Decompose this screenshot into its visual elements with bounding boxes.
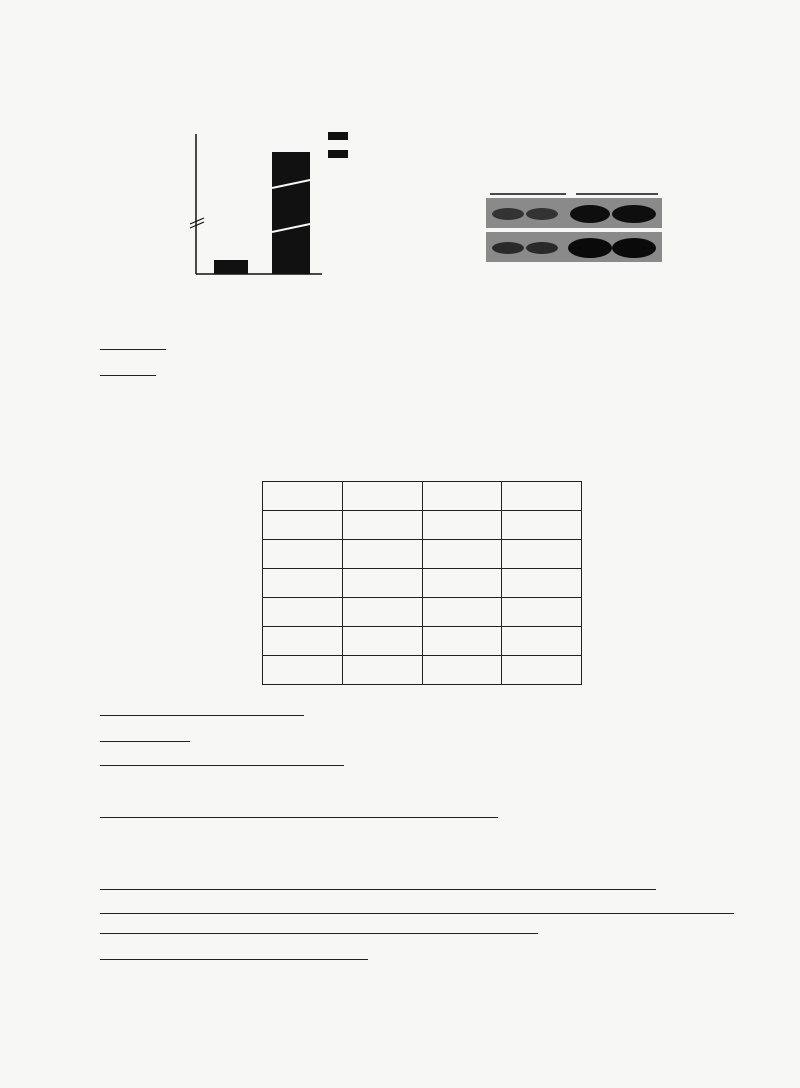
answer-blank-1c[interactable] — [100, 725, 190, 742]
q4-expect-line-2 — [100, 940, 368, 960]
q1-line-2 — [100, 722, 190, 742]
answer-blank-2[interactable] — [100, 749, 344, 766]
table-row — [263, 656, 582, 685]
answer-blank-1b[interactable] — [158, 699, 304, 716]
q4-idea-line — [100, 870, 656, 890]
bar-con — [214, 260, 248, 274]
th-f1 — [502, 482, 582, 511]
q3-line-2 — [100, 798, 498, 818]
answer-blank-1a[interactable] — [100, 699, 158, 716]
legend-swatch-con — [328, 132, 348, 140]
table-row — [263, 540, 582, 569]
answer-blank-expect-2[interactable] — [100, 943, 368, 960]
table-header-row — [263, 482, 582, 511]
answer-blank-protein[interactable] — [100, 359, 156, 376]
q1-line-1 — [100, 696, 304, 716]
mrna-chart — [140, 128, 400, 308]
bar-ove — [272, 152, 310, 274]
answer-blank-idea-2[interactable] — [100, 897, 734, 914]
q4-expect-line-1 — [100, 914, 538, 934]
mrna-bar-chart — [140, 128, 400, 298]
answer-blank-expect-1[interactable] — [100, 917, 538, 934]
th-group — [263, 482, 343, 511]
th-father — [422, 482, 502, 511]
table-row — [263, 569, 582, 598]
wb-group-bracket — [488, 190, 660, 198]
legend-swatch-ove — [328, 150, 348, 158]
table-row — [263, 511, 582, 540]
q4-idea-line-2 — [100, 894, 734, 914]
table-row — [263, 598, 582, 627]
answer-blank-idea[interactable] — [100, 873, 656, 890]
answer-blank-mrna[interactable] — [100, 333, 166, 350]
th-mother — [342, 482, 422, 511]
cross-table — [262, 481, 582, 685]
q2-line — [100, 746, 344, 766]
analysis-line-1 — [100, 330, 166, 350]
answer-blank-3[interactable] — [100, 801, 498, 818]
wb-bands — [486, 198, 662, 264]
analysis-line-2 — [100, 356, 156, 376]
table-row — [263, 627, 582, 656]
